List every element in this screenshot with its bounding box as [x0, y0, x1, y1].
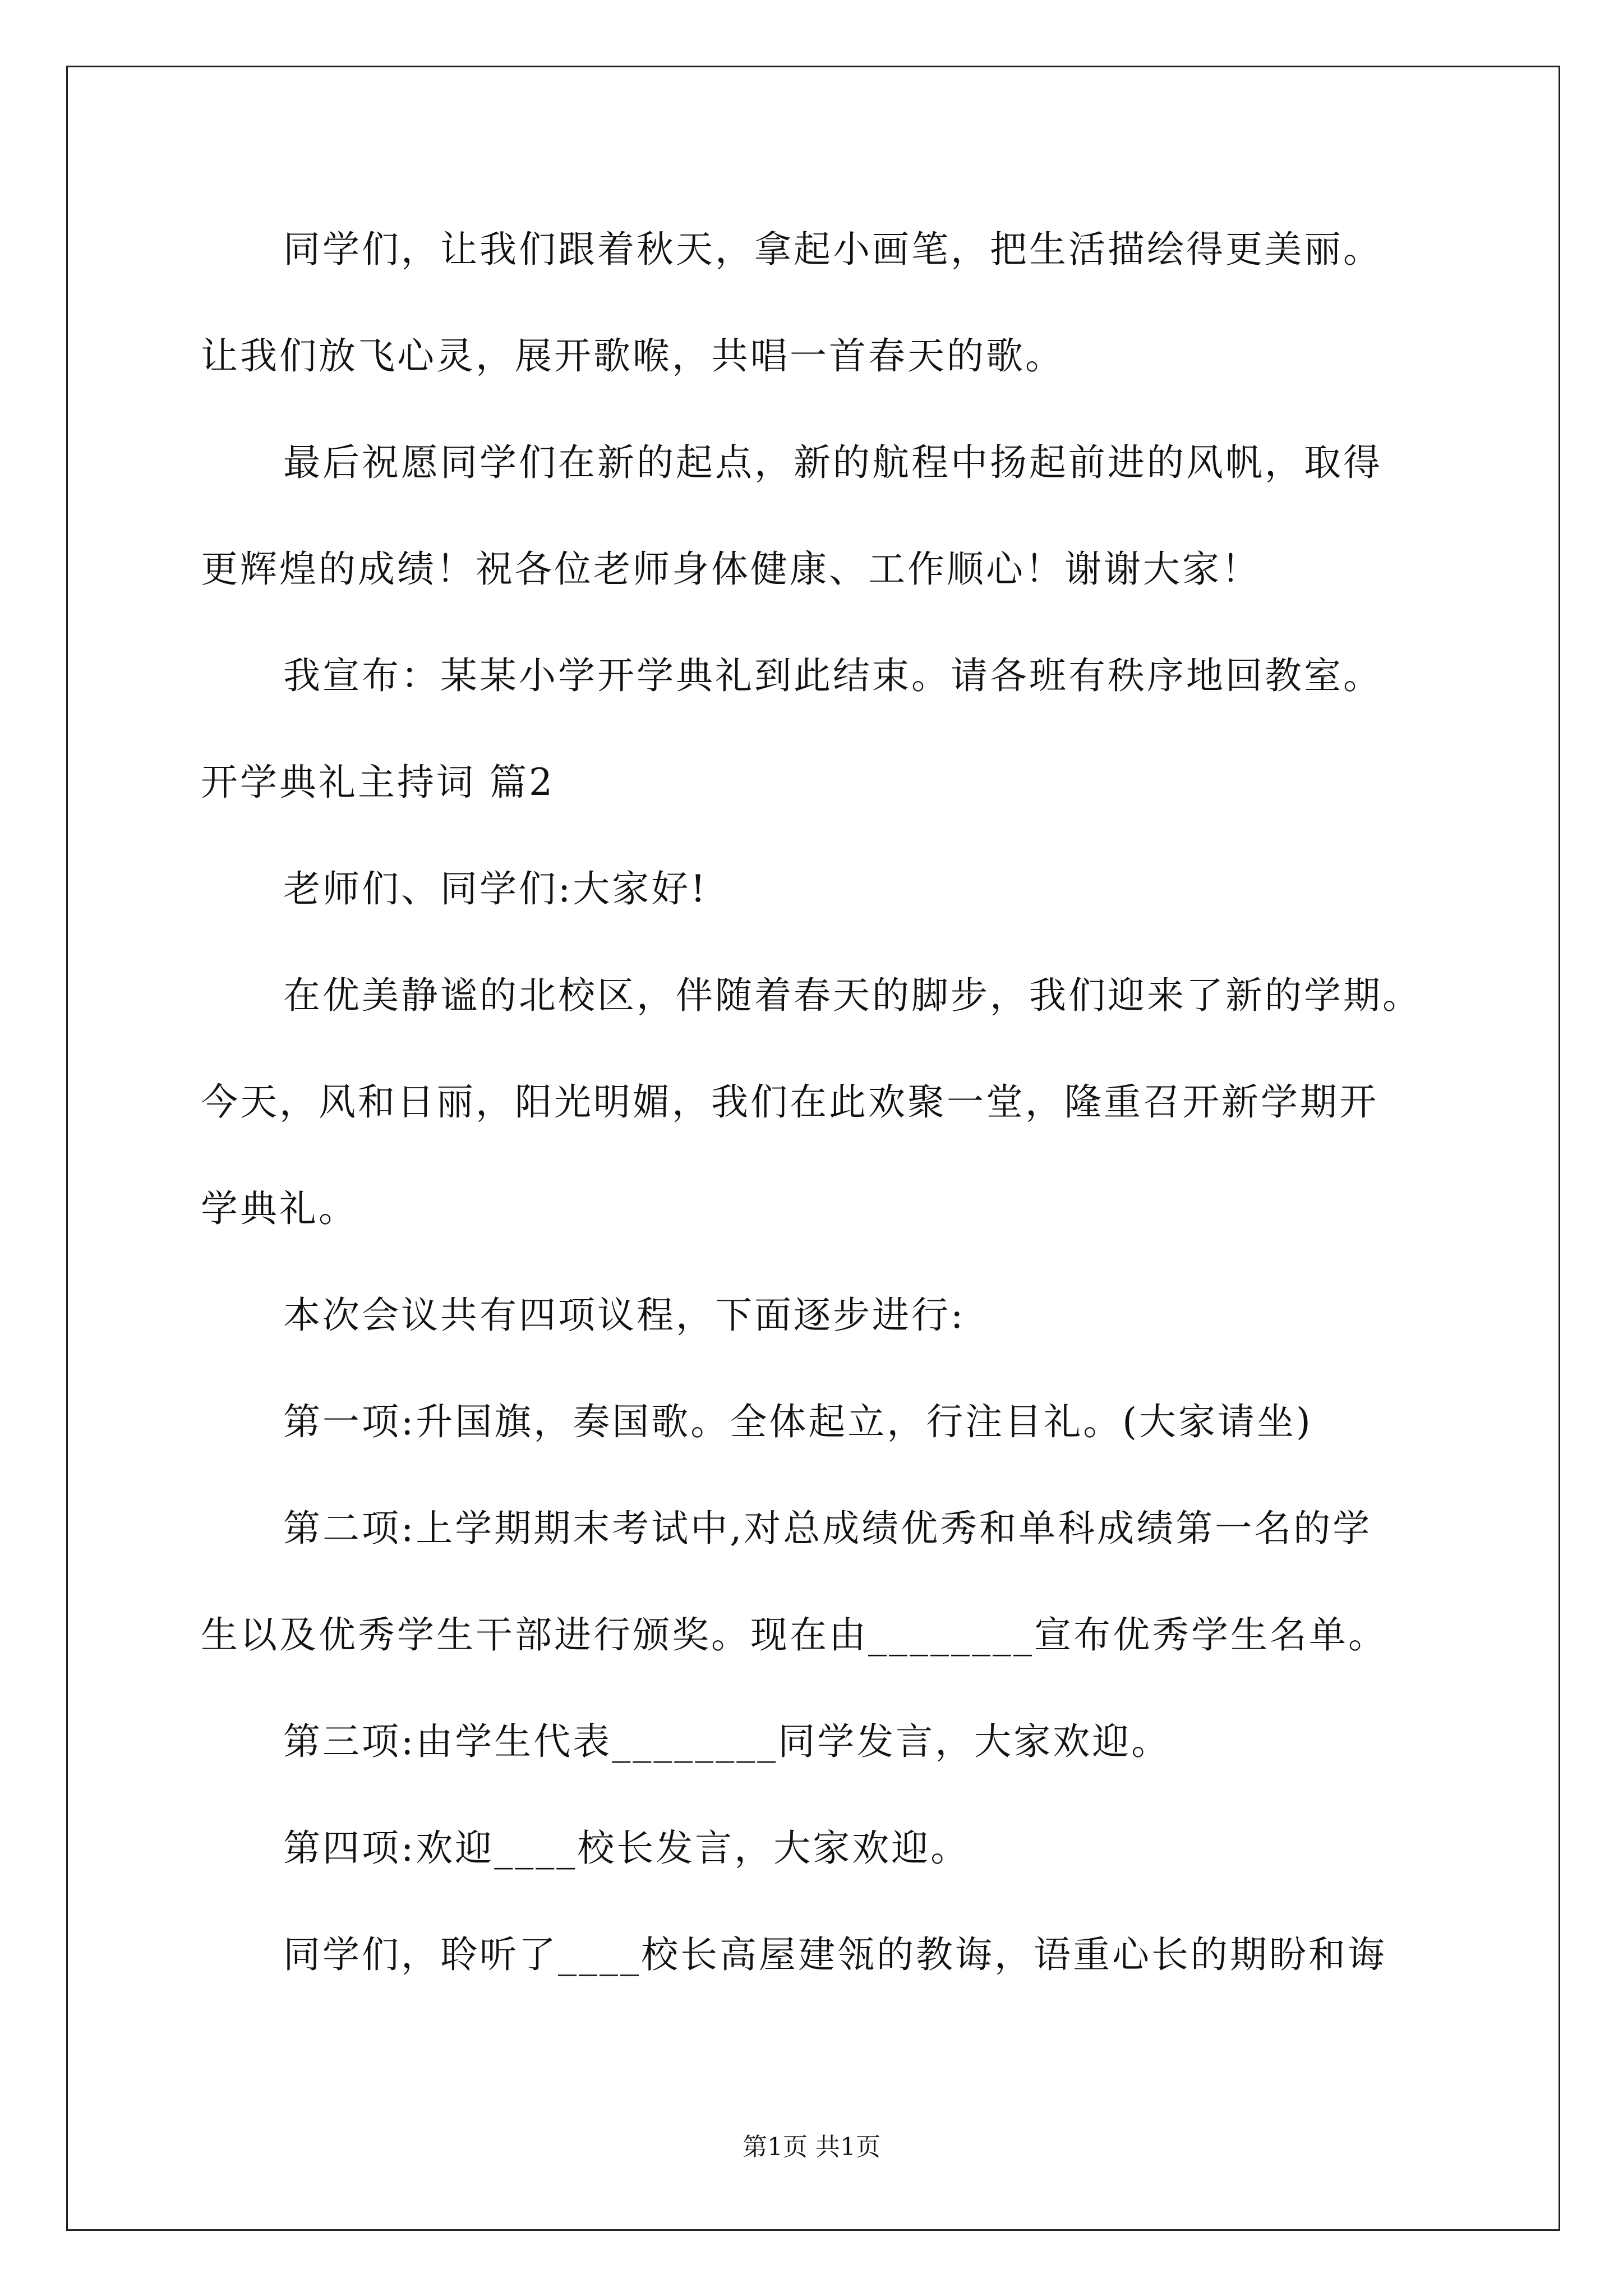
paragraph-line: 最后祝愿同学们在新的起点，新的航程中扬起前进的风帆，取得: [283, 441, 1382, 484]
paragraph-line: 本次会议共有四项议程，下面逐步进行:: [283, 1294, 966, 1337]
paragraph-line: 第一项:升国旗，奏国歌。全体起立，行注目礼。(大家请坐): [283, 1400, 1313, 1443]
paragraph-line: 更辉煌的成绩！祝各位老师身体健康、工作顺心！谢谢大家！: [201, 547, 1261, 591]
paragraph-line: 第四项:欢迎____校长发言，大家欢迎。: [283, 1826, 970, 1870]
paragraph-line: 第三项:由学生代表________同学发言，大家欢迎。: [283, 1720, 1171, 1763]
paragraph-line: 同学们，让我们跟着秋天，拿起小画笔，把生活描绘得更美丽。: [283, 228, 1382, 271]
paragraph-line: 在优美静谧的北校区，伴随着春天的脚步，我们迎来了新的学期。: [283, 974, 1422, 1017]
section-heading: 开学典礼主持词 篇2: [201, 761, 555, 804]
paragraph-line: 我宣布：某某小学开学典礼到此结束。请各班有秩序地回教室。: [283, 654, 1382, 697]
paragraph-line: 同学们，聆听了____校长高屋建瓴的教诲，语重心长的期盼和诲: [283, 1933, 1387, 1976]
paragraph-line: 生以及优秀学生干部进行颁奖。现在由________宣布优秀学生名单。: [201, 1613, 1387, 1657]
paragraph-line: 学典礼。: [201, 1187, 358, 1230]
paragraph-line: 老师们、同学们:大家好!: [283, 867, 708, 910]
paragraph-line: 第二项:上学期期末考试中,对总成绩优秀和单科成绩第一名的学: [283, 1507, 1372, 1550]
paragraph-line: 让我们放飞心灵，展开歌喉，共唱一首春天的歌。: [201, 334, 1064, 378]
page-border: [66, 66, 1560, 2231]
paragraph-line: 今天，风和日丽，阳光明媚，我们在此欢聚一堂，隆重召开新学期开: [201, 1080, 1378, 1124]
page-footer: 第1页 共1页: [743, 2133, 880, 2161]
